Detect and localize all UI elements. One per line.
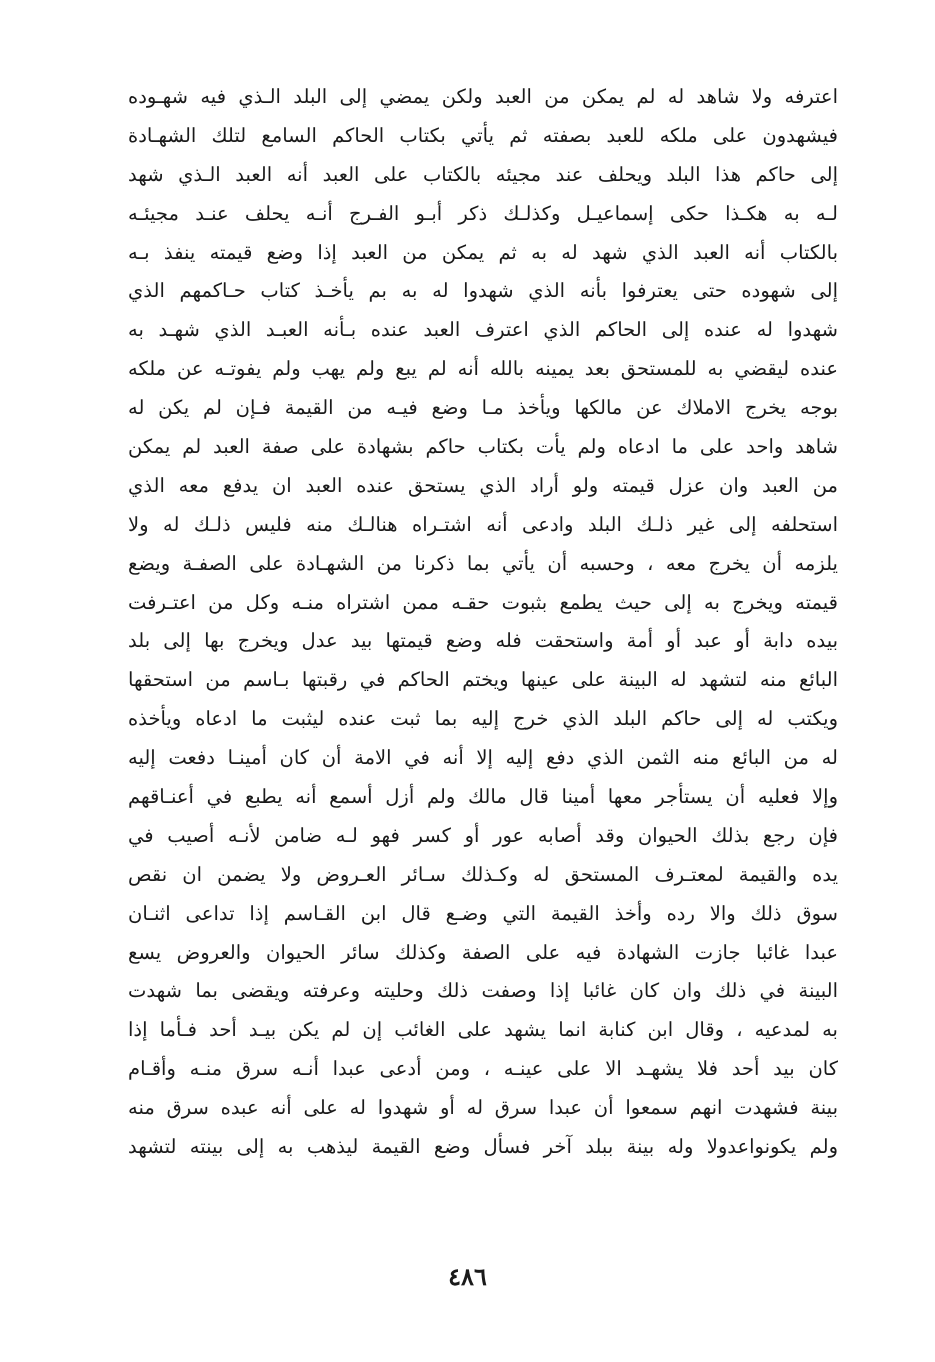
text-line: له من البائع منه الثمن الذي دفع إليه إلا أنه في الامة أن كان أمينـا دفعت إليه [128,746,838,770]
text-line: فإن رجع بذلك الحيوان وقد أصابه عور أو كسر فهو لـه ضامن لأنـه أصيب في [128,823,838,847]
text-line: ويكتب له إلى حاكم البلد الذي خرج إليه بما ثبت عنده ليثبت ما ادعاه ويأخذه [128,707,838,731]
text-line: سوق ذلك والا رده وأخذ القيمة التي وضـع قال ابن القـاسم إذا تداعى اثنـان [128,901,838,925]
text-line: إلى حاكم هذا البلد ويحلف عند مجيئه بالكتاب على العبد أنه العبد الـذي شهد [128,162,838,186]
page-number: ٤٨٦ [448,1262,487,1291]
text-line: من العبد وان عزل قيمته ولو أراد الذي يستحق عنده العبد ان يدفع معه الذي [128,473,838,497]
text-line: شهدوا له عنده إلى الحاكم الذي اعترف العبد عنده بـأنه العبـد الذي شهـد به [128,318,838,342]
text-line: وإلا فعليه أن يستأجر معها أمينا قال مالك ولم أزل أسمع أنه يطبع في أعنـاقهم [128,785,838,809]
text-line: به لمدعيه ، وقال ابن كنابة انما يشهد على الغائب إن لم يكن بيـد أحد فـأما إذا [128,1018,838,1042]
text-line: كان بيد أحد فلا يشهـد الا على عينـه ، ومن أدعى عبدا أنـه سرق منـه وأقـام [128,1057,838,1081]
text-line: عبدا غائبا جازت الشهادة فيه على الصفة وكذلك سائر الحيوان والعروض يسع [128,940,838,964]
body-text [128,78,838,1167]
text-line: يلزمه أن يخرج معه ، وحسبه أن يأتي بما ذكرنا من الشهـادة على الصفـة ويضع [128,551,838,575]
text-line: شاهد واحد على ما ادعاه ولم يأت بكتاب حاكم بشهادة على صفة العبد لم يمكن [128,435,838,459]
text-line: بالكتاب أنه العبد الذي شهد له به ثم يمكن من العبد إذا وضع قيمته ينفذ بـه [128,240,838,264]
text-line: فيشهدون على ملكه للعبد بصفته ثم يأتي بكتاب الحاكم السامع لتلك الشهـادة [128,123,838,147]
text-line: بينة فشهدت انهم سمعوا أن عبدا سرق له أو شهدوا له على أنه عبده سرق منه [128,1096,838,1120]
text-line: بيده دابة أو عبد أو أمة واستحقت فله وضع قيمتها بيد عدل ويخرج بها إلى بلد [128,629,838,653]
text-line: بوجه يخرج الاملاك عن مالكها ويأخذ مـا وضع فيـه من القيمة فـإن لم يكن له [128,396,838,420]
text-line: إلى شهوده حتى يعترفوا بأنه الذي شهدوا له به بم يأخـذ كتاب حـاكمهم الذي [128,279,838,303]
text-line: البائع منه لتشهد له البينة على عينها ويختم الحاكم في رقبتها بـاسم من استحقها [128,668,838,692]
text-line: ولم يكونواعدولا وله بينة ببلد آخر فسأل وضع القيمة ليذهب به إلى بينته لتشهد [128,1135,838,1159]
text-line: قيمته ويخرج به إلى حيث يطمع بثبوت حقـه ممن اشتراه منـه وكل من اعتـرفت [128,590,838,614]
text-line: استحلفه إلى غير ذلـك البلد وادعى أنه اشتـراه هنالـك منه فليس ذلـك له ولا [128,512,838,536]
text-line: لـه به هكـذا حكى إسماعيـل وكذلـك ذكر أبـو الفـرج أنـه يحلف عنـد مجيئـه [128,201,838,225]
text-line: يده والقيمة لمعتـرف المستحق له وكـذلك سـائر العـروض ولا يضمن ان نقص [128,862,838,886]
text-line: اعترفه ولا شاهد له لم يمكن من العبد ولكن يمضي إلى البلد الـذي فيه شهـوده [128,85,838,108]
text-line: البينة في ذلك وان كان غائبا إذا وصفت ذلك وحليته وعرفته ويقضى بما شهدت [128,979,838,1003]
text-line: عنده ليقضي به للمستحق بعد يمينه بالله أنه لم يبع ولم يهب ولم يفوتـه عن ملكه [128,357,838,381]
